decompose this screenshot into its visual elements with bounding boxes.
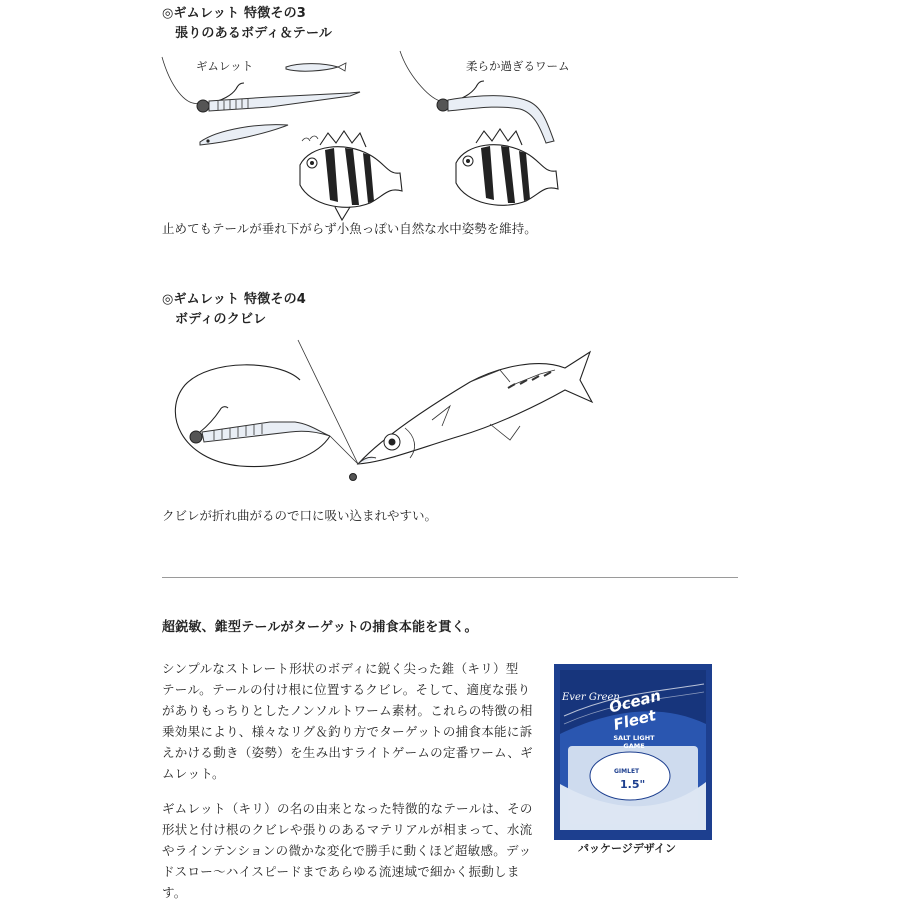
soft-worm-illustration bbox=[398, 45, 598, 215]
feature-paragraph-2 bbox=[162, 798, 542, 903]
package-caption: パッケージデザイン bbox=[578, 842, 677, 855]
section4-caption: クビレが折れ曲がるので口に吸い込まれやすい。 bbox=[162, 508, 438, 523]
rockfish-right-icon bbox=[456, 129, 558, 205]
section4-title-line2: ボディのクビレ bbox=[175, 312, 267, 327]
para1-line: がありもっちりとしたノンソルトワーム素材。これらの特徴の相 bbox=[162, 703, 533, 718]
para2-line: す。 bbox=[162, 885, 187, 900]
package-brand: Ocean Fleet bbox=[607, 686, 663, 734]
feature-heading: 超鋭敏、錐型テールがターゲットの捕食本能を貫く。 bbox=[162, 620, 478, 635]
para2-line: 形状と付け根のクビレや張りのあるマテリアルが相まって、水流 bbox=[162, 822, 533, 837]
section4-title-line1: ◎ギムレット 特徴その4 bbox=[162, 292, 307, 307]
package-script-logo: Ever Green bbox=[562, 692, 620, 703]
kubire-illustration bbox=[170, 340, 610, 490]
rockfish-left-icon bbox=[300, 131, 402, 220]
para2-line: やラインテンションの微かな変化で勝手に動くほど超敏感。デッ bbox=[162, 843, 532, 858]
para1-line: テール。テールの付け根に位置するクビレ。そして、適度な張り bbox=[162, 682, 531, 697]
section3-title bbox=[162, 4, 332, 44]
para2-line: ドスロー～ハイスピードまであらゆる流速域で細かく振動しま bbox=[162, 864, 520, 879]
label-gimlet: ギムレット bbox=[196, 59, 254, 73]
section3-title-line1: ◎ギムレット 特徴その3 bbox=[162, 6, 307, 21]
para2-line: ギムレット（キリ）の名の由来となった特徴的なテールは、その bbox=[162, 801, 533, 816]
section3-caption: 止めてもテールが垂れ下がらず小魚っぽい自然な水中姿勢を維持。 bbox=[162, 221, 537, 236]
section4-title bbox=[162, 290, 306, 330]
para1-line: えかける動き（姿勢）を生み出すライトゲームの定番ワーム、ギ bbox=[162, 745, 533, 760]
package-subtitle: SALT LIGHT GAME bbox=[613, 734, 655, 750]
feature-paragraph-1 bbox=[162, 658, 542, 784]
label-soft-worm: 柔らか過ぎるワーム bbox=[466, 59, 570, 73]
para1-line: ムレット。 bbox=[162, 766, 225, 781]
horse-mackerel-icon bbox=[358, 352, 592, 464]
section3-title-line2: 張りのあるボディ＆テール bbox=[175, 26, 333, 41]
package-size: 1.5" bbox=[620, 778, 646, 791]
para1-line: 乗効果により、様々なリグ＆釣り方でターゲットの捕食本能に訴 bbox=[162, 724, 533, 739]
package-image bbox=[554, 664, 712, 840]
package-product: GIMLET bbox=[614, 768, 640, 775]
section-divider bbox=[162, 577, 738, 578]
para1-line: シンプルなストレート形状のボディに鋭く尖った錐（キリ）型 bbox=[162, 661, 519, 676]
